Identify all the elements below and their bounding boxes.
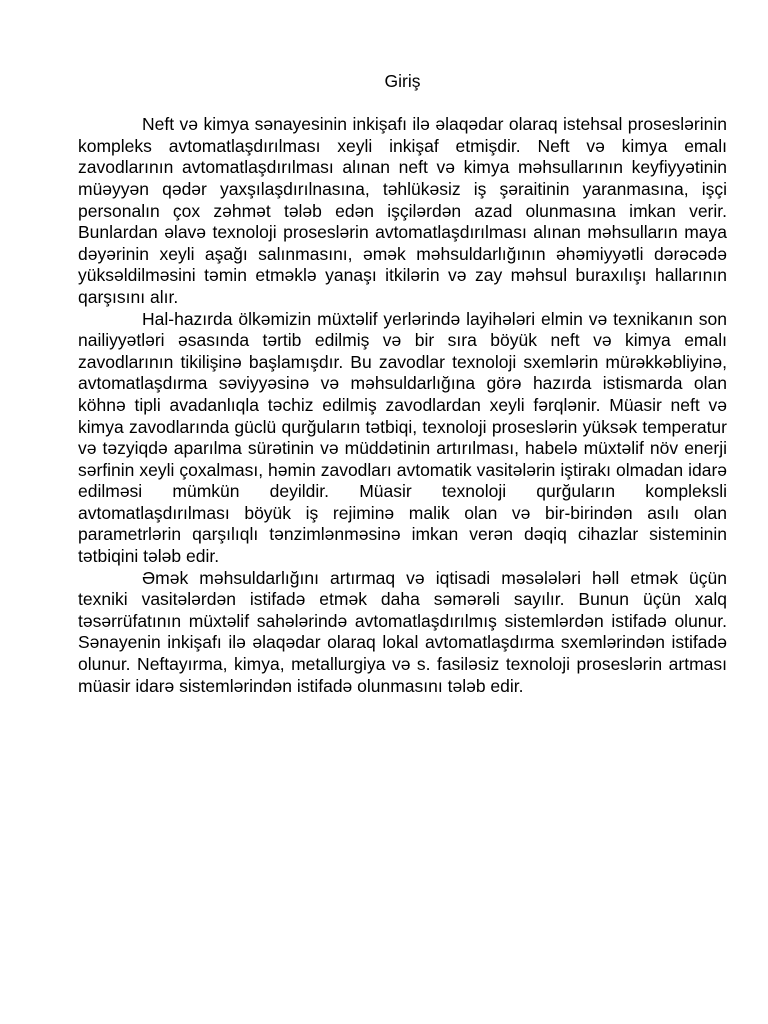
paragraph-1: Neft və kimya sənayesinin inkişafı ilə əlaqədar olaraq istehsal proseslərinin kompleks avtomatlaşdırılması xeyli inkişaf etmişdir. Neft və kimya emalı zavodlarının avtomatlaşdırılması alınan neft və kimya məhsullarının keyfiyyətinin müəyyən qədər yaxşılaşdırılnasına, təhlükəsiz iş şəraitinin yaranmasına, işçi personalın çox zəhmət tələb edən işçilərdən azad olunmasına imkan verir. Bunlardan əlavə texnoloji proseslərin avtomatlaşdırılması alınan məhsulların maya dəyərinin xeyli aşağı salınmasını, əmək məhsuldarlığının əhəmiyyətli dərəcədə yüksəldilməsini təmin etməklə yanaşı itkilərin və zay məhsul buraxılışı hallarının qarşısını alır. [78, 114, 727, 307]
document-title: Giriş [384, 71, 421, 91]
document-page [78, 71, 727, 697]
paragraph-2: Hal-hazırda ölkəmizin müxtəlif yerlərində layihələri elmin və texnikanın son nailiyyətləri əsasında tərtib edilmiş və bir sıra böyük neft və kimya emalı zavodlarının tikilişinə başlamışdır. Bu zavodlar texnoloji sxemlərin mürəkkəbliyinə, avtomatlaşdırma səviyyəsinə və məhsuldarlığına görə hazırda istismarda olan köhnə tipli avadanlıqla təchiz edilmiş zavodlardan xeyli fərqlənir. Müasir neft və kimya zavodlarında güclü qurğuların tətbiqi, texnoloji proseslərin yüksək temperatur və təzyiqdə aparılma sürətinin və müddətinin artırılması, habelə müxtəlif növ enerji sərfinin xeyli çoxalması, həmin zavodları avtomatik vasitələrin iştirakı olmadan idarə edilməsi mümkün deyildir. Müasir texnoloji qurğuların kompleksli avtomatlaşdırılması böyük iş rejiminə malik olan və bir-birindən asılı olan parametrlərin qarşılıqlı tənzimlənməsinə imkan verən dəqiq cihazlar sisteminin tətbiqini tələb edir. [78, 308, 727, 567]
paragraph-3: Əmək məhsuldarlığını artırmaq və iqtisadi məsələləri həll etmək üçün texniki vasitələrdən istifadə etmək daha səmərəli sayılır. Bunun üçün xalq təsərrüfatının müxtəlif sahələrində avtomatlaşdırılmış sistemlərdən istifadə olunur. Sənayenin inkişafı ilə əlaqədar olaraq lokal avtomatlaşdırma sxemlərindən istifadə olunur. Neftayırma, kimya, metallurgiya və s. fasiləsiz texnoloji proseslərin artması müasir idarə sistemlərindən istifadə olunmasını tələb edir. [78, 567, 727, 696]
